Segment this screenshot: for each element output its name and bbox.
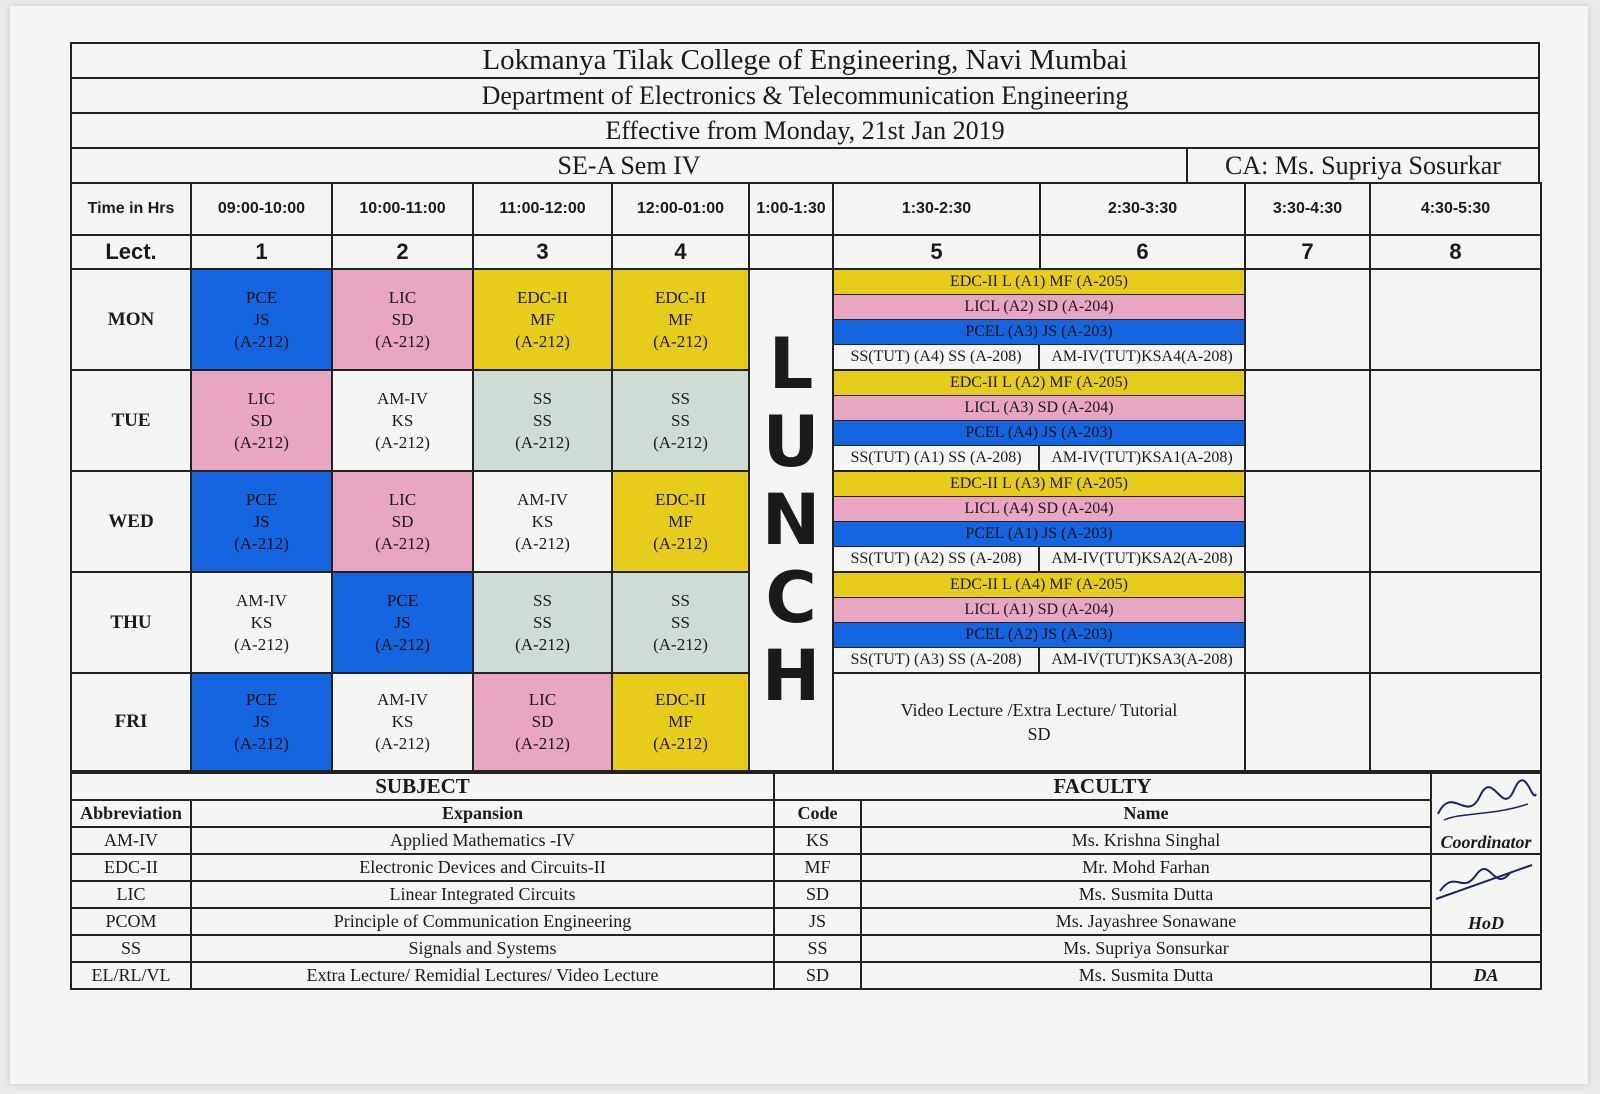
faculty-code: SS xyxy=(774,935,861,962)
lecture-subject: LIC xyxy=(388,489,417,509)
lecture-room: (A-212) xyxy=(375,634,430,654)
lecture-room: (A-212) xyxy=(375,432,430,452)
lecture-number-row xyxy=(71,235,1541,269)
time-slot: 2:30-3:30 xyxy=(1040,183,1245,235)
lecture-room: (A-212) xyxy=(234,331,289,351)
legend-row xyxy=(71,962,1541,989)
lecture-faculty: SS xyxy=(671,612,690,632)
lect-number: 1 xyxy=(191,235,332,269)
lab-batch-cell xyxy=(833,269,1245,370)
tutorial-row xyxy=(834,345,1244,369)
lecture-cell xyxy=(191,269,332,370)
lab-session: PCEL (A1) JS (A-203) xyxy=(834,522,1244,547)
lect-number: 8 xyxy=(1370,235,1541,269)
lab-session: PCEL (A2) JS (A-203) xyxy=(834,623,1244,648)
lecture-room: (A-212) xyxy=(375,734,430,753)
lecture-subject: EDC-II xyxy=(655,690,706,709)
extra-lecture-note xyxy=(833,673,1245,771)
lecture-faculty: KS xyxy=(531,511,554,531)
code-header: Code xyxy=(774,800,861,827)
lecture-room: (A-212) xyxy=(234,533,289,553)
lecture-faculty: MF xyxy=(668,712,693,731)
hod-label: HoD xyxy=(1468,913,1504,933)
faculty-name: Mr. Mohd Farhan xyxy=(861,854,1431,881)
abbr-header: Abbreviation xyxy=(71,800,191,827)
lecture-room: (A-212) xyxy=(234,734,289,753)
lecture-faculty: MF xyxy=(668,511,693,531)
lecture-cell xyxy=(473,269,612,370)
lecture-faculty: SD xyxy=(531,712,554,731)
faculty-name: Ms. Supriya Sonsurkar xyxy=(861,935,1431,962)
coordinator-signature xyxy=(1432,774,1540,832)
lecture-subject: EDC-II xyxy=(655,489,706,509)
time-slot: 1:30-2:30 xyxy=(833,183,1040,235)
lecture-faculty: SD xyxy=(391,309,414,329)
time-header-row xyxy=(71,183,1541,235)
lab-session: EDC-II L (A4) MF (A-205) xyxy=(834,573,1244,598)
lect-number: 4 xyxy=(612,235,749,269)
time-slot: 09:00-10:00 xyxy=(191,183,332,235)
tutorial-row xyxy=(834,446,1244,470)
effective-date: Effective from Monday, 21st Jan 2019 xyxy=(70,112,1540,147)
lecture-subject: EDC-II xyxy=(517,287,568,307)
lecture-faculty: SD xyxy=(391,511,414,531)
faculty-code: SD xyxy=(774,881,861,908)
lecture-cell xyxy=(612,572,749,673)
time-slot: 12:00-01:00 xyxy=(612,183,749,235)
legend-table xyxy=(70,772,1542,990)
time-slot: 3:30-4:30 xyxy=(1245,183,1370,235)
lecture-subject: LIC xyxy=(247,388,276,408)
faculty-code: SD xyxy=(774,962,861,989)
legend-row xyxy=(71,854,1541,881)
empty-slot xyxy=(1245,572,1370,673)
tutorial-row xyxy=(834,648,1244,672)
lecture-cell xyxy=(332,370,473,471)
lab-batch-cell xyxy=(833,572,1245,673)
lecture-cell xyxy=(612,269,749,370)
empty-slot xyxy=(1245,471,1370,572)
empty-slot xyxy=(1370,269,1541,370)
legend-row xyxy=(71,827,1541,854)
lab-session: PCEL (A3) JS (A-203) xyxy=(834,320,1244,345)
lecture-subject: LIC xyxy=(388,287,417,307)
lecture-faculty: JS xyxy=(253,712,270,731)
timetable-grid xyxy=(70,182,1542,772)
lab-session: EDC-II L (A1) MF (A-205) xyxy=(834,270,1244,295)
lab-session: LICL (A2) SD (A-204) xyxy=(834,295,1244,320)
faculty-code: MF xyxy=(774,854,861,881)
lab-batch-cell xyxy=(833,370,1245,471)
legend-column-row xyxy=(71,800,1541,827)
tutorial-session: SS(TUT) (A4) SS (A-208) xyxy=(834,345,1040,369)
day-label: WED xyxy=(71,471,191,572)
time-label: Time in Hrs xyxy=(71,183,191,235)
lecture-room: (A-212) xyxy=(515,331,570,351)
lecture-cell xyxy=(332,572,473,673)
lecture-faculty: MF xyxy=(668,309,693,329)
lecture-room: (A-212) xyxy=(515,533,570,553)
lecture-room: (A-212) xyxy=(375,533,430,553)
lecture-cell xyxy=(612,673,749,771)
lab-session: LICL (A1) SD (A-204) xyxy=(834,598,1244,623)
faculty-code: KS xyxy=(774,827,861,854)
lunch-letter: H xyxy=(761,635,821,717)
lecture-cell xyxy=(612,370,749,471)
college-title: Lokmanya Tilak College of Engineering, Navi Mumbai xyxy=(70,42,1540,77)
legend-row xyxy=(71,935,1541,962)
lab-session: EDC-II L (A2) MF (A-205) xyxy=(834,371,1244,396)
class-advisor: CA: Ms. Supriya Sosurkar xyxy=(1186,149,1538,182)
paper-sheet xyxy=(10,6,1588,1084)
day-row xyxy=(71,269,1541,370)
lunch-header-blank xyxy=(749,235,833,269)
lecture-cell xyxy=(332,269,473,370)
time-slot: 11:00-12:00 xyxy=(473,183,612,235)
lab-session: PCEL (A4) JS (A-203) xyxy=(834,421,1244,446)
faculty-code: JS xyxy=(774,908,861,935)
lunch-letter: N xyxy=(761,479,821,561)
empty-slot xyxy=(1245,673,1370,771)
lecture-room: (A-212) xyxy=(515,432,570,452)
day-label: TUE xyxy=(71,370,191,471)
lecture-subject: PCE xyxy=(245,690,278,709)
lab-session: LICL (A4) SD (A-204) xyxy=(834,497,1244,522)
lecture-faculty: SD xyxy=(250,410,273,430)
lecture-faculty: MF xyxy=(530,309,555,329)
lecture-cell xyxy=(473,572,612,673)
lecture-faculty: JS xyxy=(253,309,270,329)
subject-expansion: Signals and Systems xyxy=(191,935,774,962)
tutorial-row xyxy=(834,547,1244,571)
class-name: SE-A Sem IV xyxy=(557,151,701,180)
note-line: SD xyxy=(1027,724,1051,744)
time-slot: 4:30-5:30 xyxy=(1370,183,1541,235)
lect-number: 5 xyxy=(833,235,1040,269)
empty-slot xyxy=(1370,370,1541,471)
lecture-faculty: SS xyxy=(533,410,552,430)
day-label: THU xyxy=(71,572,191,673)
lect-number: 3 xyxy=(473,235,612,269)
lecture-room: (A-212) xyxy=(653,734,708,753)
lect-number: 7 xyxy=(1245,235,1370,269)
lect-label: Lect. xyxy=(71,235,191,269)
department-title: Department of Electronics & Telecommunication Engineering xyxy=(70,77,1540,112)
lect-number: 6 xyxy=(1040,235,1245,269)
lab-batch-cell xyxy=(833,471,1245,572)
lecture-subject: LIC xyxy=(528,690,557,709)
lecture-subject: SS xyxy=(533,590,552,610)
lecture-room: (A-212) xyxy=(234,634,289,654)
da-label: DA xyxy=(1431,962,1541,989)
lecture-cell xyxy=(332,673,473,771)
lecture-subject: AM-IV xyxy=(377,690,428,709)
tutorial-session: AM-IV(TUT)KSA2(A-208) xyxy=(1051,550,1233,567)
lecture-cell xyxy=(191,673,332,771)
faculty-name: Ms. Jayashree Sonawane xyxy=(861,908,1431,935)
timetable-document xyxy=(70,42,1540,990)
lecture-subject: AM-IV xyxy=(377,388,428,408)
subject-abbr: EDC-II xyxy=(71,854,191,881)
lecture-room: (A-212) xyxy=(653,432,708,452)
blank-signature-cell xyxy=(1431,935,1541,962)
lunch-letter: L xyxy=(768,323,814,405)
note-line: Video Lecture /Extra Lecture/ Tutorial xyxy=(900,700,1178,720)
subject-expansion: Electronic Devices and Circuits-II xyxy=(191,854,774,881)
legend-section-row xyxy=(71,773,1541,800)
empty-slot xyxy=(1370,572,1541,673)
lecture-room: (A-212) xyxy=(653,533,708,553)
lunch-letter: U xyxy=(762,401,820,483)
lecture-room: (A-212) xyxy=(653,331,708,351)
lecture-subject: AM-IV xyxy=(236,590,287,610)
lecture-faculty: JS xyxy=(394,612,411,632)
lecture-subject: SS xyxy=(671,388,690,408)
class-row xyxy=(70,147,1540,182)
lecture-subject: SS xyxy=(671,590,690,610)
lecture-room: (A-212) xyxy=(515,634,570,654)
subject-expansion: Applied Mathematics -IV xyxy=(191,827,774,854)
lecture-subject: EDC-II xyxy=(655,287,706,307)
empty-slot xyxy=(1370,673,1541,771)
lecture-cell xyxy=(191,471,332,572)
lecture-faculty: SS xyxy=(671,410,690,430)
lecture-faculty: SS xyxy=(533,612,552,632)
subject-expansion: Extra Lecture/ Remidial Lectures/ Video Lecture xyxy=(191,962,774,989)
subject-abbr: EL/RL/VL xyxy=(71,962,191,989)
day-label: MON xyxy=(71,269,191,370)
lecture-room: (A-212) xyxy=(515,734,570,753)
faculty-name: Ms. Krishna Singhal xyxy=(861,827,1431,854)
faculty-name: Ms. Susmita Dutta xyxy=(861,881,1431,908)
legend-row xyxy=(71,908,1541,935)
lecture-cell xyxy=(473,471,612,572)
time-slot: 10:00-11:00 xyxy=(332,183,473,235)
lecture-room: (A-212) xyxy=(375,331,430,351)
lecture-cell xyxy=(473,673,612,771)
subject-expansion: Linear Integrated Circuits xyxy=(191,881,774,908)
subject-abbr: LIC xyxy=(71,881,191,908)
lab-session: EDC-II L (A3) MF (A-205) xyxy=(834,472,1244,497)
hod-signature-cell xyxy=(1431,854,1541,935)
tutorial-session: SS(TUT) (A2) SS (A-208) xyxy=(834,547,1040,571)
coordinator-label: Coordinator xyxy=(1440,832,1532,852)
legend-row xyxy=(71,881,1541,908)
tutorial-session: AM-IV(TUT)KSA3(A-208) xyxy=(1051,651,1233,668)
subject-abbr: SS xyxy=(71,935,191,962)
empty-slot xyxy=(1245,269,1370,370)
subject-abbr: PCOM xyxy=(71,908,191,935)
lecture-faculty: JS xyxy=(253,511,270,531)
lecture-subject: AM-IV xyxy=(517,489,568,509)
lecture-subject: PCE xyxy=(386,590,419,610)
expansion-header: Expansion xyxy=(191,800,774,827)
lab-session: LICL (A3) SD (A-204) xyxy=(834,396,1244,421)
coordinator-signature-cell xyxy=(1431,773,1541,854)
lecture-cell xyxy=(191,572,332,673)
lecture-room: (A-212) xyxy=(234,432,289,452)
lecture-cell xyxy=(473,370,612,471)
tutorial-session: SS(TUT) (A1) SS (A-208) xyxy=(834,446,1040,470)
tutorial-session: SS(TUT) (A3) SS (A-208) xyxy=(834,648,1040,672)
lecture-cell xyxy=(332,471,473,572)
lunch-letter: C xyxy=(765,557,817,639)
lecture-subject: SS xyxy=(533,388,552,408)
lecture-faculty: KS xyxy=(391,712,414,731)
lecture-room: (A-212) xyxy=(653,634,708,654)
lect-number: 2 xyxy=(332,235,473,269)
faculty-section-title: FACULTY xyxy=(774,773,1431,800)
lecture-faculty: KS xyxy=(391,410,414,430)
time-slot: 1:00-1:30 xyxy=(749,183,833,235)
lecture-cell xyxy=(191,370,332,471)
empty-slot xyxy=(1245,370,1370,471)
tutorial-session: AM-IV(TUT)KSA4(A-208) xyxy=(1051,348,1233,365)
faculty-name: Ms. Susmita Dutta xyxy=(861,962,1431,989)
name-header: Name xyxy=(861,800,1431,827)
lecture-subject: PCE xyxy=(245,287,278,307)
hod-signature xyxy=(1432,855,1540,905)
lunch-break-cell xyxy=(749,269,833,771)
subject-section-title: SUBJECT xyxy=(71,773,774,800)
tutorial-session: AM-IV(TUT)KSA1(A-208) xyxy=(1051,449,1233,466)
subject-expansion: Principle of Communication Engineering xyxy=(191,908,774,935)
subject-abbr: AM-IV xyxy=(71,827,191,854)
empty-slot xyxy=(1370,471,1541,572)
lecture-subject: PCE xyxy=(245,489,278,509)
lecture-faculty: KS xyxy=(250,612,273,632)
lecture-cell xyxy=(612,471,749,572)
day-label: FRI xyxy=(71,673,191,771)
